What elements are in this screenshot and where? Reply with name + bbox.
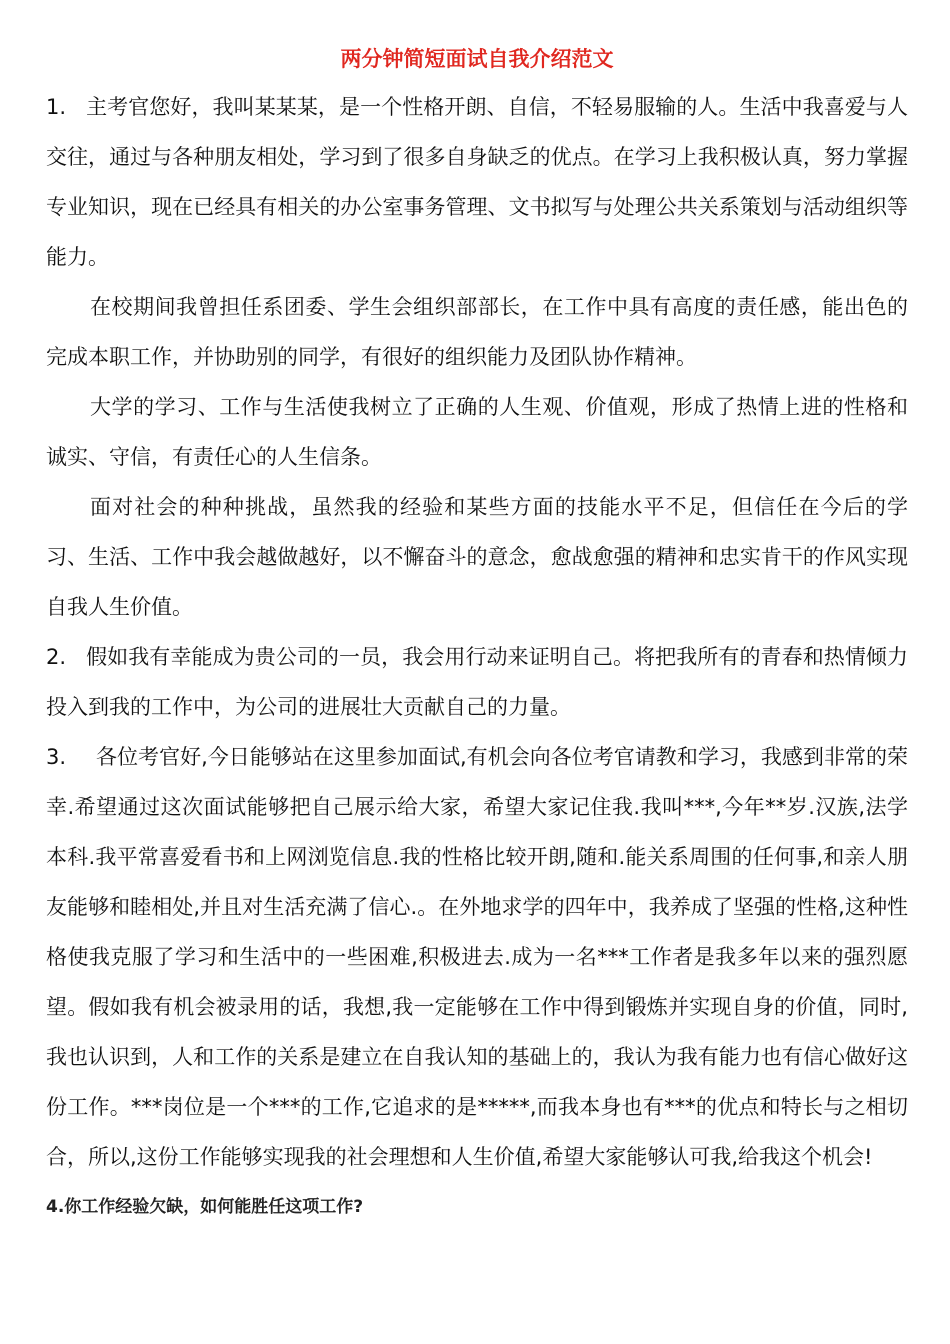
paragraph-number: 3. xyxy=(46,745,67,769)
paragraph-3: 大学的学习、工作与生活使我树立了正确的人生观、价值观，形成了热情上进的性格和诚实、守信，有责任心的人生信条。 xyxy=(46,395,908,469)
paragraph-5 xyxy=(46,632,908,732)
paragraph-1 xyxy=(46,82,908,282)
paragraph-number: 1. xyxy=(46,95,67,119)
paragraph-4: 面对社会的种种挑战，虽然我的经验和某些方面的技能水平不足，但信任在今后的学习、生活、工作中我会越做越好，以不懈奋斗的意念，愈战愈强的精神和忠实肯干的作风实现自我人生价值。 xyxy=(46,495,908,619)
paragraph-text: 主考官您好，我叫某某某，是一个性格开朗、自信，不轻易服输的人。生活中我喜爱与人交往，通过与各种朋友相处，学习到了很多自身缺乏的优点。在学习上我积极认真，努力掌握专业知识，现在已经具有相关的办公室事务管理、文书拟写与处理公共关系策划与活动组织等能力。 xyxy=(46,95,908,269)
section-heading-4: 4.你工作经验欠缺，如何能胜任这项工作? xyxy=(46,1197,364,1217)
paragraph-text: 各位考官好,今日能够站在这里参加面试,有机会向各位考官请教和学习，我感到非常的荣幸.希望通过这次面试能够把自己展示给大家，希望大家记住我.我叫***,今年**岁.汉族,法学本科.我平常喜爱看书和上网浏览信息.我的性格比较开朗,随和.能关系周围的任何事,和亲人朋友能够和睦相处,并且对生活充满了信心.。在外地求学的四年中，我养成了坚强的性格,这种性格使我克服了学习和生活中的一些困难,积极进去.成为一名***工作者是我多年以来的强烈愿望。假如我有机会被录用的话，我想,我一定能够在工作中得到锻炼并实现自身的价值，同时,我也认识到，人和工作的关系是建立在自我认知的基础上的，我认为我有能力也有信心做好这份工作。***岗位是一个***的工作,它追求的是*****,而我本身也有***的优点和特长与之相切合，所以,这份工作能够实现我的社会理想和人生价值,希望大家能够认可我,给我这个机会! xyxy=(46,745,908,1169)
page-title: 两分钟简短面试自我介绍范文 xyxy=(340,46,614,71)
paragraph-text: 假如我有幸能成为贵公司的一员，我会用行动来证明自己。将把我所有的青春和热情倾力投入到我的工作中，为公司的进展壮大贡献自己的力量。 xyxy=(46,645,908,719)
paragraph-2: 在校期间我曾担任系团委、学生会组织部部长，在工作中具有高度的责任感，能出色的完成本职工作，并协助别的同学，有很好的组织能力及团队协作精神。 xyxy=(46,295,908,369)
paragraph-6 xyxy=(46,732,908,1182)
paragraph-number: 2. xyxy=(46,645,67,669)
